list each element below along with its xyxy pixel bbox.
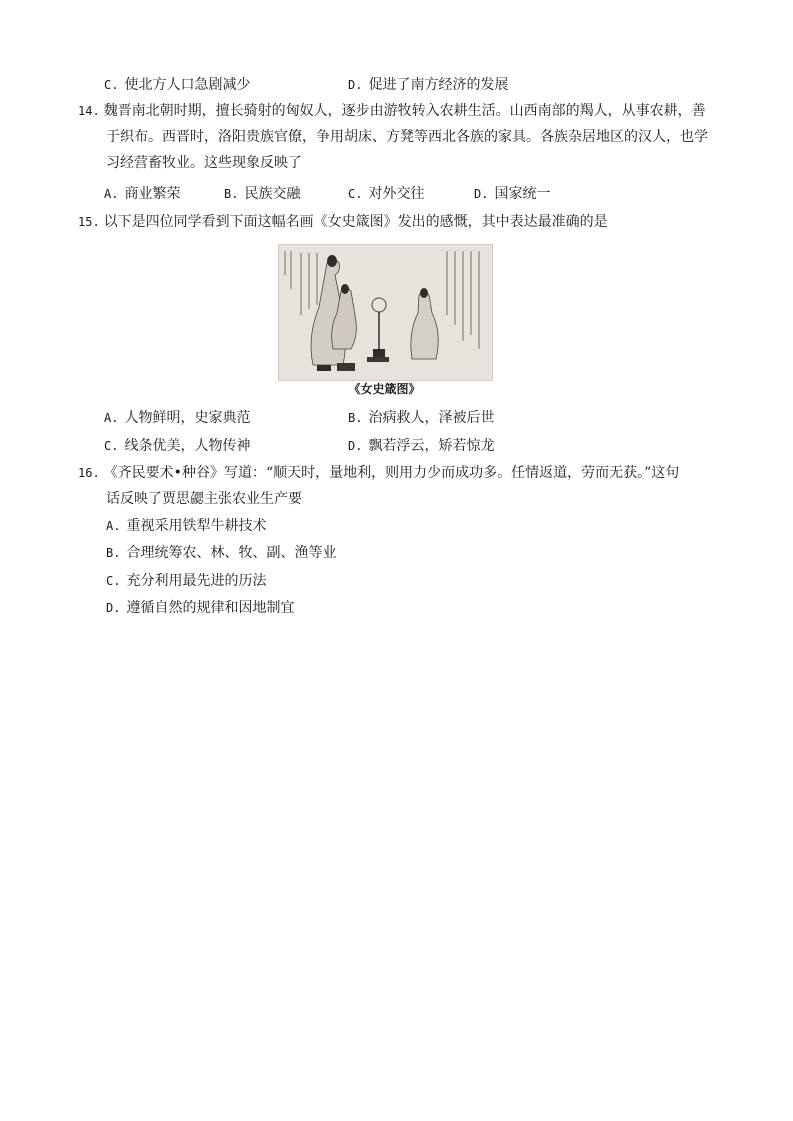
q13-option-c <box>104 75 250 95</box>
option-label: C. <box>348 187 363 201</box>
q16-option-c <box>106 571 266 591</box>
painting-image <box>278 244 493 381</box>
option-text: 促进了南方经济的发展 <box>368 77 509 93</box>
option-label: D. <box>348 439 363 453</box>
question-number: 16. <box>78 466 100 480</box>
option-text: 飘若浮云，矫若惊龙 <box>368 438 495 454</box>
option-text: 人物鲜明，史家典范 <box>124 410 251 426</box>
q14-option-c <box>348 184 424 204</box>
option-text: 治病救人，泽被后世 <box>368 410 495 426</box>
option-text: 线条优美，人物传神 <box>124 438 251 454</box>
stem-text: 魏晋南北朝时期，擅长骑射的匈奴人，逐步由游牧转入农耕生活。山西南部的羯人，从事农耕，善 <box>103 103 706 119</box>
q14-option-d <box>474 184 550 204</box>
option-text: 民族交融 <box>244 186 301 202</box>
option-label: B. <box>224 187 239 201</box>
option-text: 对外交往 <box>368 186 425 202</box>
q16-option-b <box>106 543 336 563</box>
option-label: C. <box>104 439 119 453</box>
option-label: D. <box>348 78 363 92</box>
q16-option-a <box>106 516 266 536</box>
q14-stem-line-1 <box>78 101 706 121</box>
option-label: A. <box>104 187 119 201</box>
q15-option-c <box>104 436 250 456</box>
q15-option-b <box>348 408 494 428</box>
option-text: 充分利用最先进的历法 <box>126 573 267 589</box>
q13-option-d <box>348 75 508 95</box>
option-label: B. <box>348 411 363 425</box>
q14-option-a <box>104 184 180 204</box>
stem-text: 《齐民要术•种谷》写道：“顺天时，量地利，则用力少而成功多。任情返道，劳而无获。”这句 <box>103 465 680 481</box>
option-text: 国家统一 <box>494 186 551 202</box>
option-text: 重视采用铁犁牛耕技术 <box>126 518 267 534</box>
option-label: D. <box>106 601 121 615</box>
q14-stem-line-3: 习经营畜牧业。这些现象反映了 <box>106 155 302 171</box>
q16-stem-line-1 <box>78 463 679 483</box>
q14-option-b <box>224 184 300 204</box>
figure-caption: 《女史箴图》 <box>348 382 421 396</box>
option-text: 遵循自然的规律和因地制宜 <box>126 600 295 616</box>
q16-option-d <box>106 598 294 618</box>
q16-stem-line-2: 话反映了贾思勰主张农业生产要 <box>106 491 302 507</box>
option-label: A. <box>106 519 121 533</box>
stem-text: 以下是四位同学看到下面这幅名画《女史箴图》发出的感慨，其中表达最准确的是 <box>103 214 608 230</box>
question-number: 15. <box>78 215 100 229</box>
q15-option-a <box>104 408 250 428</box>
q15-stem <box>78 212 608 232</box>
option-label: B. <box>106 546 121 560</box>
question-number: 14. <box>78 104 100 118</box>
option-text: 使北方人口急剧减少 <box>124 77 251 93</box>
painting-illustration <box>279 245 492 380</box>
option-label: D. <box>474 187 489 201</box>
option-label: A. <box>104 411 119 425</box>
q14-stem-line-2: 于织布。西晋时，洛阳贵族官僚，争用胡床、方凳等西北各族的家具。各族杂居地区的汉人，也学 <box>106 129 708 145</box>
option-text: 商业繁荣 <box>124 186 181 202</box>
q15-option-d <box>348 436 494 456</box>
option-label: C. <box>106 574 121 588</box>
option-label: C. <box>104 78 119 92</box>
option-text: 合理统筹农、林、牧、副、渔等业 <box>126 545 337 561</box>
